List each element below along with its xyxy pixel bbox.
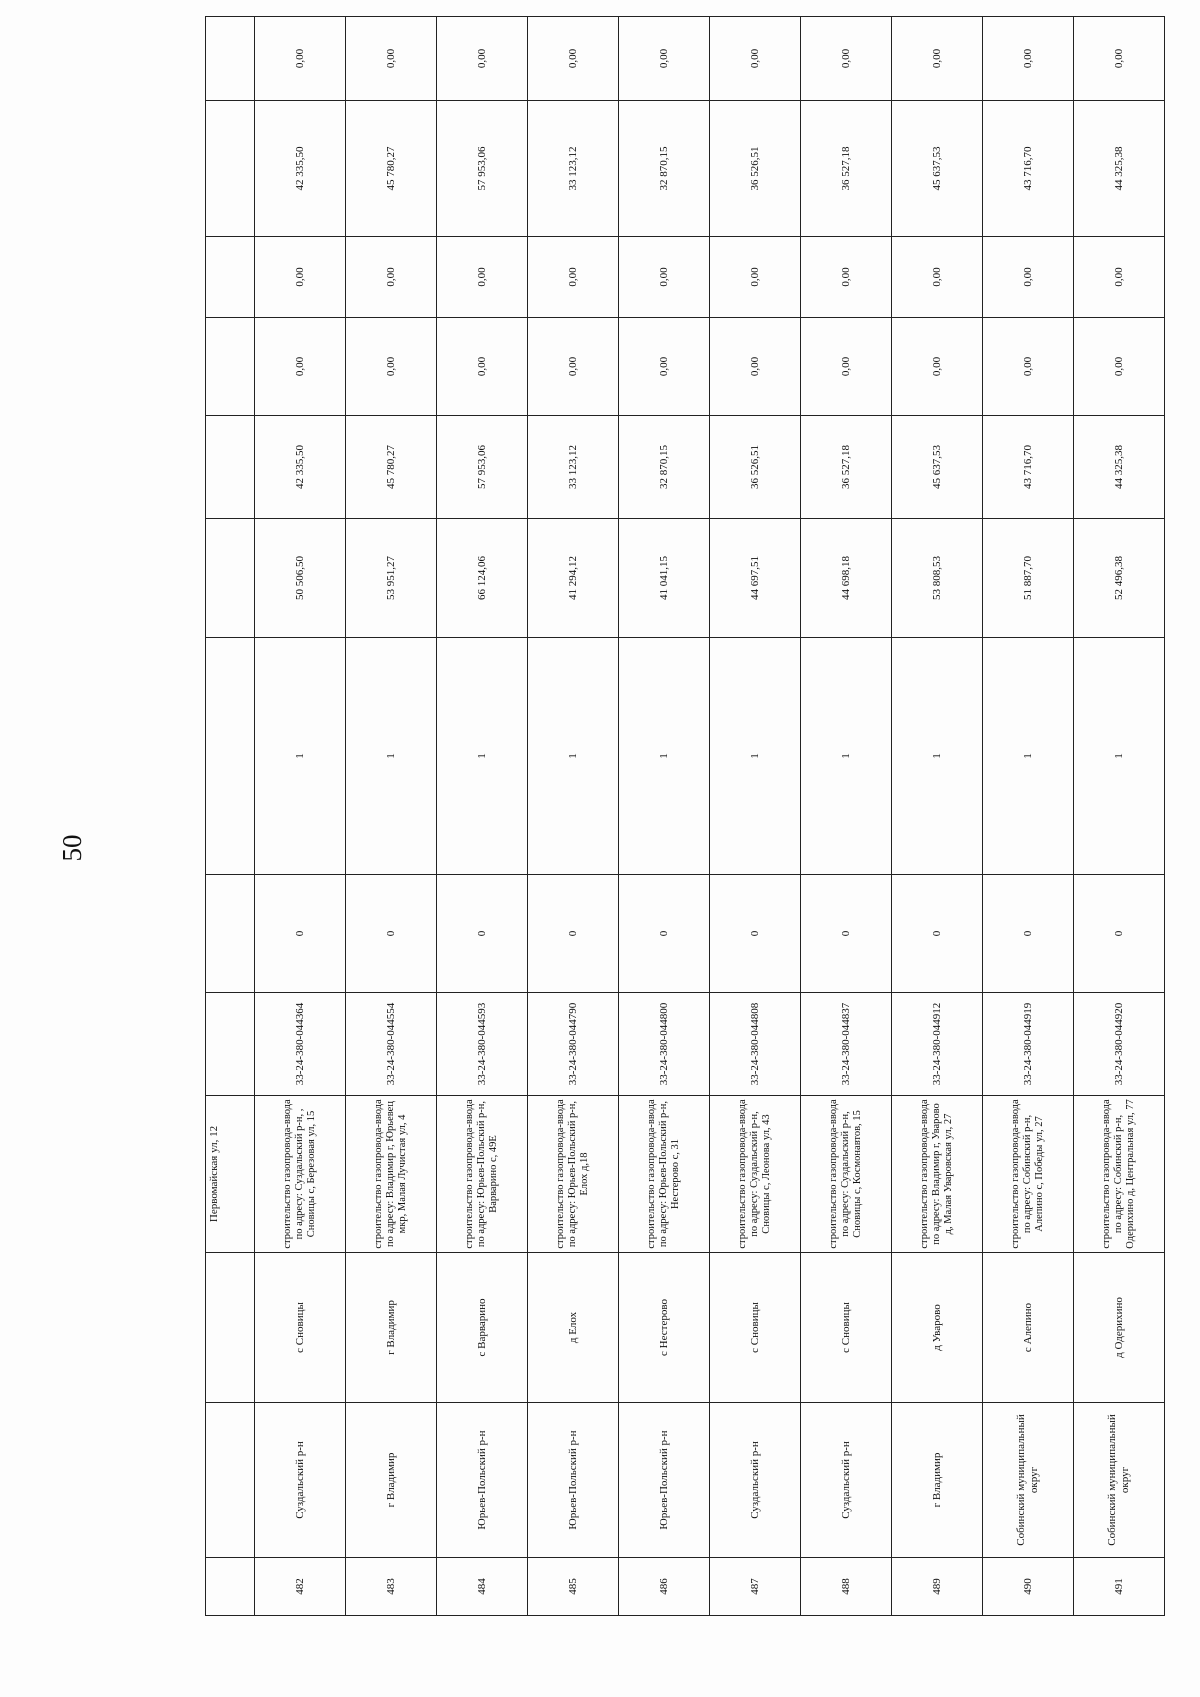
district-cell: Юрьев-Польский р-н (528, 1403, 619, 1558)
object-code-cell: 33-24-380-044364 (255, 993, 346, 1096)
table-row (528, 17, 619, 1616)
description-cell: строительство газопровода-ввода по адресу: Юрьев-Польский р-н, Варварино с, 49Е (437, 1096, 528, 1253)
col5-cell: 0 (437, 875, 528, 993)
row-number-cell: 491 (1074, 1558, 1165, 1616)
row-number-cell: 489 (892, 1558, 983, 1616)
col6-cell: 1 (1074, 638, 1165, 875)
table-row (255, 17, 346, 1616)
locality-cell: д Уварово (892, 1253, 983, 1403)
col10-cell: 0,00 (1074, 237, 1165, 318)
locality-cell: с Алепино (983, 1253, 1074, 1403)
col5-cell: 0 (528, 875, 619, 993)
col5-cell: 0 (801, 875, 892, 993)
col11-cell: 57 953,06 (437, 101, 528, 237)
row-number-cell: 490 (983, 1558, 1074, 1616)
col9-cell: 0,00 (255, 318, 346, 416)
col11-cell: 32 870,15 (619, 101, 710, 237)
district-cell: г Владимир (346, 1403, 437, 1558)
col8-cell: 42 335,50 (255, 416, 346, 519)
continuation-row (206, 17, 255, 1616)
col8-cell: 36 526,51 (710, 416, 801, 519)
col8-cell: 36 527,18 (801, 416, 892, 519)
description-cell: строительство газопровода-ввода по адресу: Собинский р-н, Одерихино д, Центральная ул, 77 (1074, 1096, 1165, 1253)
description-cell: строительство газопровода-ввода по адресу: Собинский р-н, Алепино с, Победы ул, 27 (983, 1096, 1074, 1253)
district-cell: Суздальский р-н (710, 1403, 801, 1558)
col11-cell: 36 527,18 (801, 101, 892, 237)
table-row (710, 17, 801, 1616)
locality-cell: с Нестерово (619, 1253, 710, 1403)
object-code-cell: 33-24-380-044919 (983, 993, 1074, 1096)
col6-cell: 1 (528, 638, 619, 875)
col12-cell: 0,00 (619, 17, 710, 101)
table-row (619, 17, 710, 1616)
col10-cell: 0,00 (255, 237, 346, 318)
col9-cell: 0,00 (801, 318, 892, 416)
col9-cell: 0,00 (346, 318, 437, 416)
col7-cell: 52 496,38 (1074, 519, 1165, 638)
table-row (801, 17, 892, 1616)
col8-cell: 45 637,53 (892, 416, 983, 519)
description-cell: строительство газопровода-ввода по адресу: Суздальский р-н, Сновицы с, Леонова ул, 43 (710, 1096, 801, 1253)
object-code-cell: 33-24-380-044593 (437, 993, 528, 1096)
col12-cell: 0,00 (346, 17, 437, 101)
object-code-cell: 33-24-380-044912 (892, 993, 983, 1096)
col11-cell: 33 123,12 (528, 101, 619, 237)
col9-cell: 0,00 (892, 318, 983, 416)
col11-cell: 36 526,51 (710, 101, 801, 237)
col7-cell: 44 698,18 (801, 519, 892, 638)
locality-cell: с Варварино (437, 1253, 528, 1403)
col6-cell: 1 (892, 638, 983, 875)
description-cell: строительство газопровода-ввода по адресу: Суздальский р-н, Сновицы с, Космонавтов, 15 (801, 1096, 892, 1253)
col6-cell: 1 (619, 638, 710, 875)
table-row (346, 17, 437, 1616)
col7-cell: 50 506,50 (255, 519, 346, 638)
col9-cell: 0,00 (983, 318, 1074, 416)
rotated-table-container (205, 48, 1136, 1616)
col7-cell: 66 124,06 (437, 519, 528, 638)
col10-cell: 0,00 (710, 237, 801, 318)
col11-cell: 43 716,70 (983, 101, 1074, 237)
table-row (437, 17, 528, 1616)
row-number-cell: 483 (346, 1558, 437, 1616)
col9-cell: 0,00 (528, 318, 619, 416)
object-code-cell: 33-24-380-044837 (801, 993, 892, 1096)
col6-cell: 1 (801, 638, 892, 875)
description-cell: строительство газопровода-ввода по адресу: Юрьев-Польский р-н, Елох д,18 (528, 1096, 619, 1253)
col10-cell: 0,00 (801, 237, 892, 318)
col12-cell: 0,00 (983, 17, 1074, 101)
locality-cell: д Елох (528, 1253, 619, 1403)
district-cell: Собинский муниципальный округ (1074, 1403, 1165, 1558)
row-number-cell: 482 (255, 1558, 346, 1616)
col7-cell: 53 808,53 (892, 519, 983, 638)
col8-cell: 43 716,70 (983, 416, 1074, 519)
col8-cell: 44 325,38 (1074, 416, 1165, 519)
table-row (1074, 17, 1165, 1616)
col12-cell: 0,00 (437, 17, 528, 101)
col7-cell: 41 294,12 (528, 519, 619, 638)
col5-cell: 0 (983, 875, 1074, 993)
object-code-cell: 33-24-380-044554 (346, 993, 437, 1096)
col5-cell: 0 (619, 875, 710, 993)
col7-cell: 51 887,70 (983, 519, 1074, 638)
col12-cell: 0,00 (801, 17, 892, 101)
row-number-cell: 487 (710, 1558, 801, 1616)
locality-cell: с Сновицы (710, 1253, 801, 1403)
col10-cell: 0,00 (528, 237, 619, 318)
col11-cell: 45 637,53 (892, 101, 983, 237)
col7-cell: 41 041,15 (619, 519, 710, 638)
col9-cell: 0,00 (437, 318, 528, 416)
col5-cell: 0 (1074, 875, 1165, 993)
col6-cell: 1 (983, 638, 1074, 875)
locality-cell: г Владимир (346, 1253, 437, 1403)
col5-cell: 0 (346, 875, 437, 993)
col12-cell: 0,00 (528, 17, 619, 101)
object-code-cell: 33-24-380-044800 (619, 993, 710, 1096)
row-number-cell: 485 (528, 1558, 619, 1616)
page-number: 50 (57, 834, 87, 862)
col8-cell: 57 953,06 (437, 416, 528, 519)
col9-cell: 0,00 (619, 318, 710, 416)
col12-cell: 0,00 (710, 17, 801, 101)
col6-cell: 1 (437, 638, 528, 875)
district-cell: г Владимир (892, 1403, 983, 1558)
data-table (205, 16, 1165, 1616)
col11-cell: 45 780,27 (346, 101, 437, 237)
object-code-cell: 33-24-380-044920 (1074, 993, 1165, 1096)
col8-cell: 32 870,15 (619, 416, 710, 519)
col5-cell: 0 (892, 875, 983, 993)
col8-cell: 33 123,12 (528, 416, 619, 519)
district-cell: Собинский муниципальный округ (983, 1403, 1074, 1558)
col9-cell: 0,00 (1074, 318, 1165, 416)
row-number-cell: 484 (437, 1558, 528, 1616)
col11-cell: 44 325,38 (1074, 101, 1165, 237)
col9-cell: 0,00 (710, 318, 801, 416)
col10-cell: 0,00 (437, 237, 528, 318)
col6-cell: 1 (710, 638, 801, 875)
description-cell: строительство газопровода-ввода по адресу: Суздальский р-н, , Сновицы с, Березовая ул, 15 (255, 1096, 346, 1253)
locality-cell: д Одерихино (1074, 1253, 1165, 1403)
description-cell: строительство газопровода-ввода по адресу: Владимир г, Юрьевец мкр, Малая Лучистая ул, 4 (346, 1096, 437, 1253)
prev-address-tail: Первомайская ул, 12 (206, 1096, 255, 1253)
col5-cell: 0 (255, 875, 346, 993)
col10-cell: 0,00 (892, 237, 983, 318)
locality-cell: с Сновицы (801, 1253, 892, 1403)
description-cell: строительство газопровода-ввода по адресу: Юрьев-Польский р-н, Нестерово с, 31 (619, 1096, 710, 1253)
object-code-cell: 33-24-380-044790 (528, 993, 619, 1096)
locality-cell: с Сновицы (255, 1253, 346, 1403)
col10-cell: 0,00 (983, 237, 1074, 318)
district-cell: Суздальский р-н (801, 1403, 892, 1558)
col12-cell: 0,00 (1074, 17, 1165, 101)
table-row (892, 17, 983, 1616)
col6-cell: 1 (255, 638, 346, 875)
col5-cell: 0 (710, 875, 801, 993)
district-cell: Юрьев-Польский р-н (619, 1403, 710, 1558)
row-number-cell: 486 (619, 1558, 710, 1616)
description-cell: строительство газопровода-ввода по адресу: Владимир г, Уварово д, Малая Уваровская ул, 27 (892, 1096, 983, 1253)
object-code-cell: 33-24-380-044808 (710, 993, 801, 1096)
table-row (983, 17, 1074, 1616)
col7-cell: 44 697,51 (710, 519, 801, 638)
row-number-cell: 488 (801, 1558, 892, 1616)
col7-cell: 53 951,27 (346, 519, 437, 638)
district-cell: Суздальский р-н (255, 1403, 346, 1558)
col12-cell: 0,00 (255, 17, 346, 101)
col10-cell: 0,00 (619, 237, 710, 318)
district-cell: Юрьев-Польский р-н (437, 1403, 528, 1558)
col8-cell: 45 780,27 (346, 416, 437, 519)
col10-cell: 0,00 (346, 237, 437, 318)
col11-cell: 42 335,50 (255, 101, 346, 237)
col6-cell: 1 (346, 638, 437, 875)
col12-cell: 0,00 (892, 17, 983, 101)
